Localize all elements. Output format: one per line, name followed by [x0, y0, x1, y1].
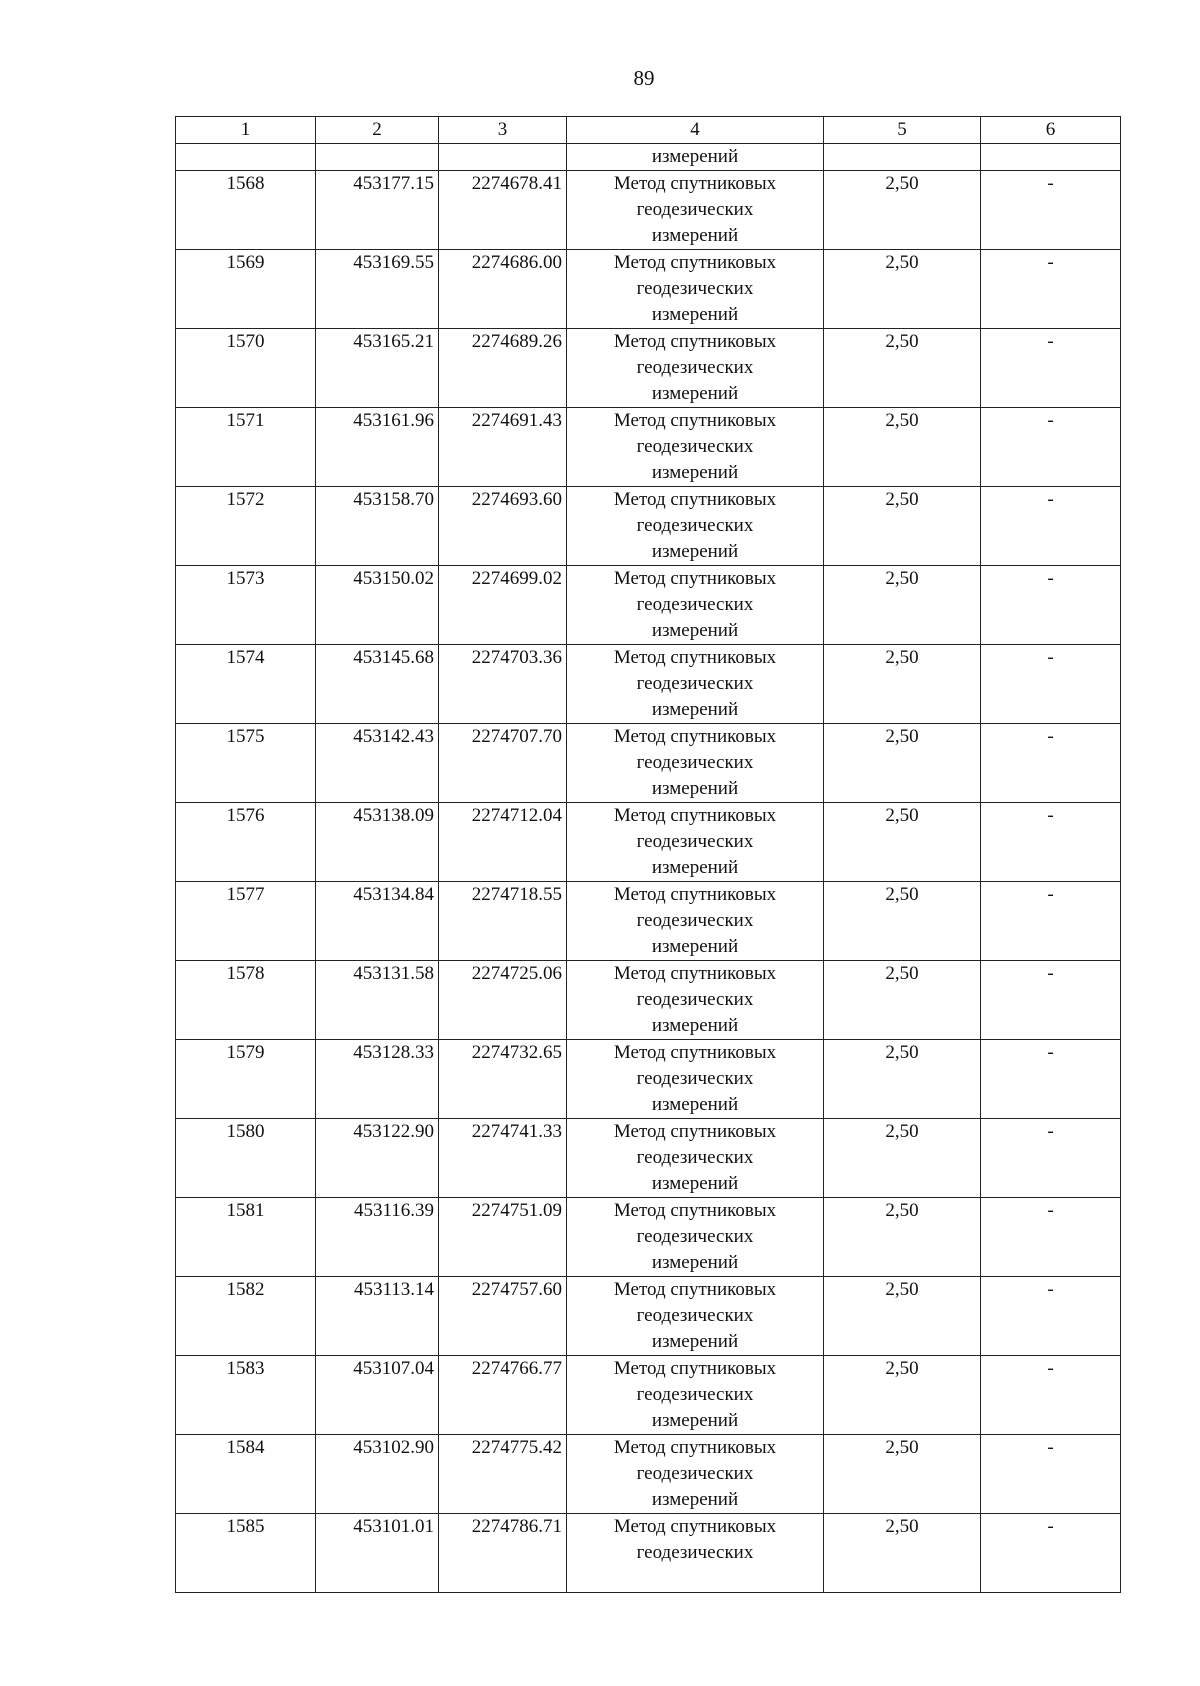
header-row [176, 117, 1121, 144]
method-cell [567, 487, 824, 566]
method-line: Метод спутниковых [613, 489, 777, 510]
x-coordinate-cell: 453177.15 [316, 171, 439, 250]
table-row [176, 1040, 1121, 1119]
method-line: измерений [651, 1410, 739, 1431]
point-number-cell: 1584 [176, 1435, 316, 1514]
point-number-cell: 1570 [176, 329, 316, 408]
point-number-cell: 1574 [176, 645, 316, 724]
accuracy-cell: 2,50 [824, 1119, 981, 1198]
method-cell [567, 250, 824, 329]
point-number-cell: 1577 [176, 882, 316, 961]
x-coordinate-cell: 453131.58 [316, 961, 439, 1040]
table-row [176, 566, 1121, 645]
method-line: измерений [651, 857, 739, 878]
accuracy-cell: 2,50 [824, 961, 981, 1040]
x-coordinate-cell: 453116.39 [316, 1198, 439, 1277]
table-row [176, 408, 1121, 487]
method-cell [567, 724, 824, 803]
method-line: геодезических [636, 594, 754, 615]
x-coordinate-cell: 453138.09 [316, 803, 439, 882]
y-coordinate-cell: 2274686.00 [439, 250, 567, 329]
method-line: геодезических [636, 1305, 754, 1326]
method-line: измерений [651, 620, 739, 641]
point-number-cell: 1569 [176, 250, 316, 329]
y-coordinate-cell: 2274725.06 [439, 961, 567, 1040]
method-cell [567, 1040, 824, 1119]
x-coordinate-cell: 453107.04 [316, 1356, 439, 1435]
accuracy-cell: 2,50 [824, 882, 981, 961]
method-line: Метод спутниковых [613, 331, 777, 352]
method-line: Метод спутниковых [613, 884, 777, 905]
y-coordinate-cell: 2274712.04 [439, 803, 567, 882]
note-cell: - [981, 961, 1121, 1040]
accuracy-cell: 2,50 [824, 724, 981, 803]
table-row [176, 1356, 1121, 1435]
table-row [176, 329, 1121, 408]
method-cell [567, 1198, 824, 1277]
continuation-method-text: измерений [567, 144, 824, 171]
point-number-cell: 1583 [176, 1356, 316, 1435]
point-number-cell: 1580 [176, 1119, 316, 1198]
method-line: измерений [651, 1489, 739, 1510]
method-line: Метод спутниковых [613, 805, 777, 826]
method-cell [567, 1514, 824, 1593]
method-line: измерений [651, 462, 739, 483]
y-coordinate-cell: 2274689.26 [439, 329, 567, 408]
method-cell [567, 961, 824, 1040]
method-line: Метод спутниковых [613, 1516, 777, 1537]
note-cell: - [981, 724, 1121, 803]
continuation-cell-3 [439, 144, 567, 171]
method-line: геодезических [636, 278, 754, 299]
method-line: геодезических [636, 831, 754, 852]
y-coordinate-cell: 2274703.36 [439, 645, 567, 724]
method-cell [567, 566, 824, 645]
method-line: Метод спутниковых [613, 173, 777, 194]
x-coordinate-cell: 453101.01 [316, 1514, 439, 1593]
y-coordinate-cell: 2274732.65 [439, 1040, 567, 1119]
method-line: измерений [651, 936, 739, 957]
accuracy-cell: 2,50 [824, 1198, 981, 1277]
method-line: измерений [651, 1331, 739, 1352]
y-coordinate-cell: 2274766.77 [439, 1356, 567, 1435]
note-cell: - [981, 487, 1121, 566]
method-line: геодезических [636, 1384, 754, 1405]
method-line: Метод спутниковых [613, 410, 777, 431]
accuracy-cell: 2,50 [824, 1514, 981, 1593]
method-line: геодезических [636, 673, 754, 694]
coordinates-table [175, 116, 1121, 1593]
x-coordinate-cell: 453145.68 [316, 645, 439, 724]
y-coordinate-cell: 2274691.43 [439, 408, 567, 487]
x-coordinate-cell: 453161.96 [316, 408, 439, 487]
accuracy-cell: 2,50 [824, 566, 981, 645]
x-coordinate-cell: 453113.14 [316, 1277, 439, 1356]
x-coordinate-cell: 453128.33 [316, 1040, 439, 1119]
accuracy-cell: 2,50 [824, 803, 981, 882]
x-coordinate-cell: 453142.43 [316, 724, 439, 803]
point-number-cell: 1578 [176, 961, 316, 1040]
column-header-2: 2 [316, 117, 439, 144]
y-coordinate-cell: 2274678.41 [439, 171, 567, 250]
method-cell [567, 171, 824, 250]
accuracy-cell: 2,50 [824, 1435, 981, 1514]
method-cell [567, 329, 824, 408]
x-coordinate-cell: 453102.90 [316, 1435, 439, 1514]
method-line: измерений [651, 699, 739, 720]
point-number-cell: 1573 [176, 566, 316, 645]
point-number-cell: 1585 [176, 1514, 316, 1593]
note-cell: - [981, 1435, 1121, 1514]
method-line: Метод спутниковых [613, 1437, 777, 1458]
method-line: Метод спутниковых [613, 1121, 777, 1142]
table-row [176, 1435, 1121, 1514]
column-header-6: 6 [981, 117, 1121, 144]
point-number-cell: 1576 [176, 803, 316, 882]
method-cell [567, 408, 824, 487]
method-line: геодезических [636, 989, 754, 1010]
continuation-cell-5 [824, 144, 981, 171]
method-line: Метод спутниковых [613, 1042, 777, 1063]
y-coordinate-cell: 2274707.70 [439, 724, 567, 803]
method-line: измерений [651, 1094, 739, 1115]
method-line: Метод спутниковых [613, 726, 777, 747]
point-number-cell: 1582 [176, 1277, 316, 1356]
x-coordinate-cell: 453165.21 [316, 329, 439, 408]
table-row [176, 487, 1121, 566]
method-line: измерений [651, 1173, 739, 1194]
point-number-cell: 1581 [176, 1198, 316, 1277]
method-line: геодезических [636, 1226, 754, 1247]
method-line: измерений [651, 1252, 739, 1273]
x-coordinate-cell: 453134.84 [316, 882, 439, 961]
accuracy-cell: 2,50 [824, 1277, 981, 1356]
method-line: геодезических [636, 1147, 754, 1168]
method-cell [567, 882, 824, 961]
x-coordinate-cell: 453158.70 [316, 487, 439, 566]
column-header-3: 3 [439, 117, 567, 144]
y-coordinate-cell: 2274741.33 [439, 1119, 567, 1198]
table-row [176, 1514, 1121, 1593]
table-row [176, 250, 1121, 329]
note-cell: - [981, 329, 1121, 408]
note-cell: - [981, 1119, 1121, 1198]
y-coordinate-cell: 2274757.60 [439, 1277, 567, 1356]
method-line: измерений [651, 1015, 739, 1036]
y-coordinate-cell: 2274718.55 [439, 882, 567, 961]
column-header-4: 4 [567, 117, 824, 144]
note-cell: - [981, 1277, 1121, 1356]
note-cell: - [981, 408, 1121, 487]
point-number-cell: 1579 [176, 1040, 316, 1119]
y-coordinate-cell: 2274775.42 [439, 1435, 567, 1514]
note-cell: - [981, 566, 1121, 645]
x-coordinate-cell: 453122.90 [316, 1119, 439, 1198]
method-line: измерений [651, 304, 739, 325]
method-line: геодезических [636, 515, 754, 536]
method-line: Метод спутниковых [613, 568, 777, 589]
method-cell [567, 1119, 824, 1198]
table-row [176, 803, 1121, 882]
point-number-cell: 1575 [176, 724, 316, 803]
continuation-row [176, 144, 1121, 171]
method-line: геодезических [636, 436, 754, 457]
method-line: Метод спутниковых [613, 1358, 777, 1379]
method-line: Метод спутниковых [613, 1200, 777, 1221]
note-cell: - [981, 882, 1121, 961]
x-coordinate-cell: 453169.55 [316, 250, 439, 329]
accuracy-cell: 2,50 [824, 408, 981, 487]
note-cell: - [981, 1040, 1121, 1119]
table-row [176, 645, 1121, 724]
method-line: геодезических [636, 1542, 754, 1563]
y-coordinate-cell: 2274693.60 [439, 487, 567, 566]
table-row [176, 724, 1121, 803]
method-cell [567, 1356, 824, 1435]
note-cell: - [981, 1356, 1121, 1435]
method-cell [567, 803, 824, 882]
note-cell: - [981, 171, 1121, 250]
table-row [176, 1277, 1121, 1356]
method-line: Метод спутниковых [613, 1279, 777, 1300]
table-row [176, 1198, 1121, 1277]
method-cell [567, 645, 824, 724]
accuracy-cell: 2,50 [824, 645, 981, 724]
method-line: геодезических [636, 910, 754, 931]
point-number-cell: 1571 [176, 408, 316, 487]
y-coordinate-cell: 2274751.09 [439, 1198, 567, 1277]
method-line: геодезических [636, 752, 754, 773]
accuracy-cell: 2,50 [824, 329, 981, 408]
continuation-cell-2 [316, 144, 439, 171]
point-number-cell: 1568 [176, 171, 316, 250]
column-header-1: 1 [176, 117, 316, 144]
x-coordinate-cell: 453150.02 [316, 566, 439, 645]
continuation-cell-6 [981, 144, 1121, 171]
continuation-cell-1 [176, 144, 316, 171]
method-line: геодезических [636, 199, 754, 220]
accuracy-cell: 2,50 [824, 487, 981, 566]
page-number: 89 [633, 66, 655, 90]
note-cell: - [981, 250, 1121, 329]
accuracy-cell: 2,50 [824, 171, 981, 250]
table-row [176, 1119, 1121, 1198]
note-cell: - [981, 803, 1121, 882]
accuracy-cell: 2,50 [824, 1356, 981, 1435]
table-row [176, 961, 1121, 1040]
note-cell: - [981, 1198, 1121, 1277]
method-line: измерений [651, 541, 739, 562]
method-line: Метод спутниковых [613, 647, 777, 668]
method-line: геодезических [636, 1463, 754, 1484]
method-line: измерений [651, 225, 739, 246]
point-number-cell: 1572 [176, 487, 316, 566]
table-row [176, 882, 1121, 961]
method-line: Метод спутниковых [613, 252, 777, 273]
table-row [176, 171, 1121, 250]
accuracy-cell: 2,50 [824, 1040, 981, 1119]
note-cell: - [981, 1514, 1121, 1593]
method-line: измерений [651, 778, 739, 799]
accuracy-cell: 2,50 [824, 250, 981, 329]
note-cell: - [981, 645, 1121, 724]
method-line: геодезических [636, 357, 754, 378]
column-header-5: 5 [824, 117, 981, 144]
method-line: измерений [651, 383, 739, 404]
method-line: геодезических [636, 1068, 754, 1089]
method-line: Метод спутниковых [613, 963, 777, 984]
method-cell [567, 1435, 824, 1514]
y-coordinate-cell: 2274786.71 [439, 1514, 567, 1593]
method-cell [567, 1277, 824, 1356]
y-coordinate-cell: 2274699.02 [439, 566, 567, 645]
